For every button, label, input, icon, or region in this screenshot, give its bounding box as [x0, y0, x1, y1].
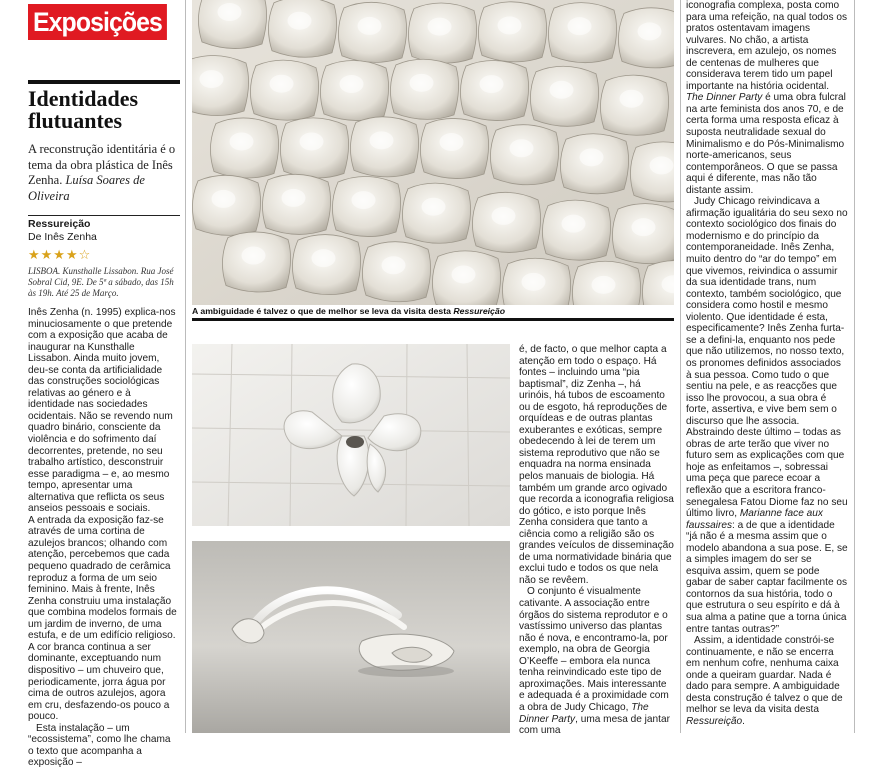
tile-highlight	[288, 12, 312, 30]
tile-highlight	[428, 18, 452, 36]
tile-highlight	[562, 215, 586, 233]
byline: Luísa Soares de Oliveira	[28, 173, 145, 203]
text-run: , uma mesa de jantar com uma	[519, 713, 670, 737]
tile-curtain-image	[192, 0, 674, 305]
tile-highlight	[480, 75, 504, 93]
tile-highlight	[242, 246, 266, 264]
tile-highlight	[440, 133, 464, 151]
photo-ceramic-arch	[192, 541, 510, 733]
article-body-col1	[28, 307, 178, 769]
tile-highlight	[340, 75, 364, 93]
tile-highlight	[370, 131, 394, 149]
tile-highlight	[358, 17, 382, 35]
tile-highlight	[270, 75, 294, 93]
column-separator	[185, 0, 186, 733]
arch-sculpture-image	[192, 541, 510, 733]
photo-tile-curtain	[192, 0, 674, 305]
text-run: Assim, a identidade constrói-se continuamente, e não se encerra em nenhum cofre, nenhuma caixa onde a queiram guardar. Nada é dado para sempre. A ambiguidade desta construção é talvez o que de melhor se leva da visita desta	[686, 635, 843, 716]
text-run: Judy Chicago reivindicava a afirmação igualitária do seu sexo no contexto sociológico dos finais do modernismo e do princípio da contemporaneidade. Inês Zenha, muito dentro do “ar do tempo” em que vivemos, reivindica o assumir da sua identidade trans, num contexto, também sociológico, que considera como hostil e mesmo violento. Que identidade é esta, especificamente? Inês Zenha furta-se a defini-la, enquanto nos pede que não utilizemos, no nosso texto, os pronomes definidos associados à sua pessoa. Como tudo o que sentiu na pele, e as reacções que isso lhe provocou, a sua obra é forte, assertiva, e vive bem sem o discurso que lhe associa. Abstraindo deste último – todas as obras de arte terão que viver no futuro sem as explicações com que hoje as enfeitamos –, sobressai uma peça que parece ecoar a reflexão que a escritora franco-senegalesa Fatou Diome faz no seu último livro,	[686, 196, 848, 520]
orchid-image	[192, 344, 510, 526]
tile-highlight	[218, 3, 242, 21]
caption-text: A ambiguidade é talvez o que de melhor se leva da visita desta	[192, 306, 454, 316]
paragraph	[686, 0, 848, 196]
text-run: .	[742, 715, 745, 727]
work-title: The Dinner Party	[519, 701, 649, 725]
tile-highlight	[410, 74, 434, 92]
tile-highlight	[650, 156, 674, 174]
tile-highlight	[580, 148, 604, 166]
paragraph: é, de facto, o que melhor capta a atenção em todo o espaço. Há fontes – incluindo uma “pia baptismal”, diz Zenha –, há urinóis, há tubos de escoamento ou de esgoto, há reproduções de orquídeas e de outras plantas exuberantes e exóticas, sempre obedecendo à lei de terem um sistema reprodutivo que não se enquadra na norma ensinada pelos manuais de biologia. Há também um grande arco ogivado que recorda a iconografia religiosa do gótico, e isto porque Inês Zenha considera que tanto a ciência como a religião são os grandes veículos de disseminação de uma normatividade binária que exclui tudo e todos os que nela não se revêem.	[519, 344, 674, 586]
tile-highlight	[620, 90, 644, 108]
paragraph: Inês Zenha (n. 1995) explica-nos minuciosamente o que pretende com a exposição que acaba de inaugurar na Kunsthalle Lissabon. Ainda muito jovem, deu-se conta da artificialidade das construções sociológicas relativas ao género e à identidade nas sociedades ocidentais. Não se revendo num quadro binário, consciente da violência e do sofrimento daí decorrentes, pretende, no seu trabalho artístico, desconstruir esse paradigma – e, ao mesmo tempo, apresentar uma alternativa que reflicta os seus anseios pessoais e sociais.	[28, 307, 176, 515]
article-body-col2	[519, 344, 674, 737]
section-label: Exposições	[28, 4, 167, 40]
tile-highlight	[382, 256, 406, 274]
paragraph	[519, 586, 674, 736]
paragraph	[686, 635, 848, 727]
review-rule	[28, 215, 180, 216]
tile-highlight	[632, 218, 656, 236]
text-run: : a de que a identidade “já não é a mesma assim que o modelo abandona a sua pose. E, se a simples imagem do ser se esquiva assim, quem se pode gabar de saber captar facilmente os contornos da sua história, todo o que estrutura o seu espírito e dá à sua alma a patine que a torna única entre tantas outras?”	[686, 519, 848, 635]
tile-highlight	[638, 22, 662, 40]
tile-highlight	[312, 249, 336, 267]
work-title: Ressureição	[686, 715, 743, 727]
tile-highlight	[352, 191, 376, 209]
column-separator	[854, 0, 855, 733]
paragraph: Esta instalação – um “ecossistema”, como lhe chama o texto que acompanha a exposição –	[28, 722, 171, 769]
tile-highlight	[492, 207, 516, 225]
book-title: Marianne face aux faussaires	[686, 508, 823, 531]
text-run: é uma obra fulcral na arte feminista dos anos 70, e de certa forma uma resposta eficaz à suposta neutralidade sexual do Minimalismo e do Pós-Minimalismo norte-americanos, seus contemporâneos. O que se passa aqui é diferente, mas não tão distante assim.	[686, 92, 846, 196]
headline-rule	[28, 80, 180, 84]
tile-highlight	[422, 198, 446, 216]
tile-highlight	[550, 81, 574, 99]
rating-stars: ★★★★☆	[28, 248, 92, 263]
tile-highlight	[230, 132, 254, 150]
ceramic-tile	[192, 56, 249, 116]
headline: Identidades flutuantes	[28, 86, 139, 133]
tile-highlight	[212, 190, 236, 208]
tile-highlight	[592, 276, 616, 294]
tile-highlight	[510, 139, 534, 157]
photo-caption	[192, 306, 674, 317]
text-run: O conjunto é visualmente cativante. A associação entre órgãos do sistema reprodutor e o vastíssimo universo das plantas não é nova, e encontramo-la, por exemplo, na obra de Georgia O’Keeffe – embora ela nunca tenha reinvindicado este tipo de aproximações. Mais interessante e adequada é a proximidade com a obra de Judy Chicago,	[519, 586, 669, 713]
review-author: De Inês Zenha	[28, 231, 97, 243]
paragraph: A entrada da exposição faz-se através de uma cortina de azulejos brancos; olhando com atenção, percebemos que cada pequeno quadrado de cerâmica reproduz a forma de um seio feminino. Mais à frente, Inês Zenha construiu uma instalação que combina modelos formais de um jardim de inverno, de uma estufa, e de um edifício religioso. A cor branca continua a ser dominante, exceptuando num dispositivo – um chuveiro que, periodicamente, jorra água por cima de outros azulejos, agora em cru, desfazendo-os pouco a pouco.	[28, 514, 177, 723]
tile-highlight	[282, 189, 306, 207]
tile-highlight	[522, 273, 546, 291]
photo-ceramic-orchid	[192, 344, 510, 526]
paragraph	[686, 196, 848, 635]
venue-info: LISBOA. Kunsthalle Lissabon. Rua José Sobral Cid, 9E. De 5ª a sábado, das 15h às 19h. Até 25 de Março.	[28, 266, 174, 298]
column-separator	[680, 0, 681, 733]
tile-highlight	[300, 132, 324, 150]
tile-highlight	[452, 265, 476, 283]
work-title: The Dinner Party	[686, 92, 763, 104]
review-title: Ressureição	[28, 218, 91, 230]
text-run: iconografia complexa, posta como para uma refeição, na qual todos os pratos ostentavam imagens vulvares. No chão, a artista inscrevera, em azulejo, os nomes de centenas de mulheres que considerava terem tido um papel importante na história ocidental.	[686, 0, 848, 92]
caption-rule	[192, 318, 674, 321]
lede-text: A reconstrução identitária é o tema da obra plástica de Inês Zenha.	[28, 142, 176, 188]
tile-highlight	[498, 16, 522, 34]
article-body-col3	[686, 0, 848, 727]
caption-title: Ressureição	[453, 306, 506, 316]
lede	[28, 142, 178, 204]
tile-highlight	[568, 17, 592, 35]
tile-highlight	[200, 70, 224, 88]
